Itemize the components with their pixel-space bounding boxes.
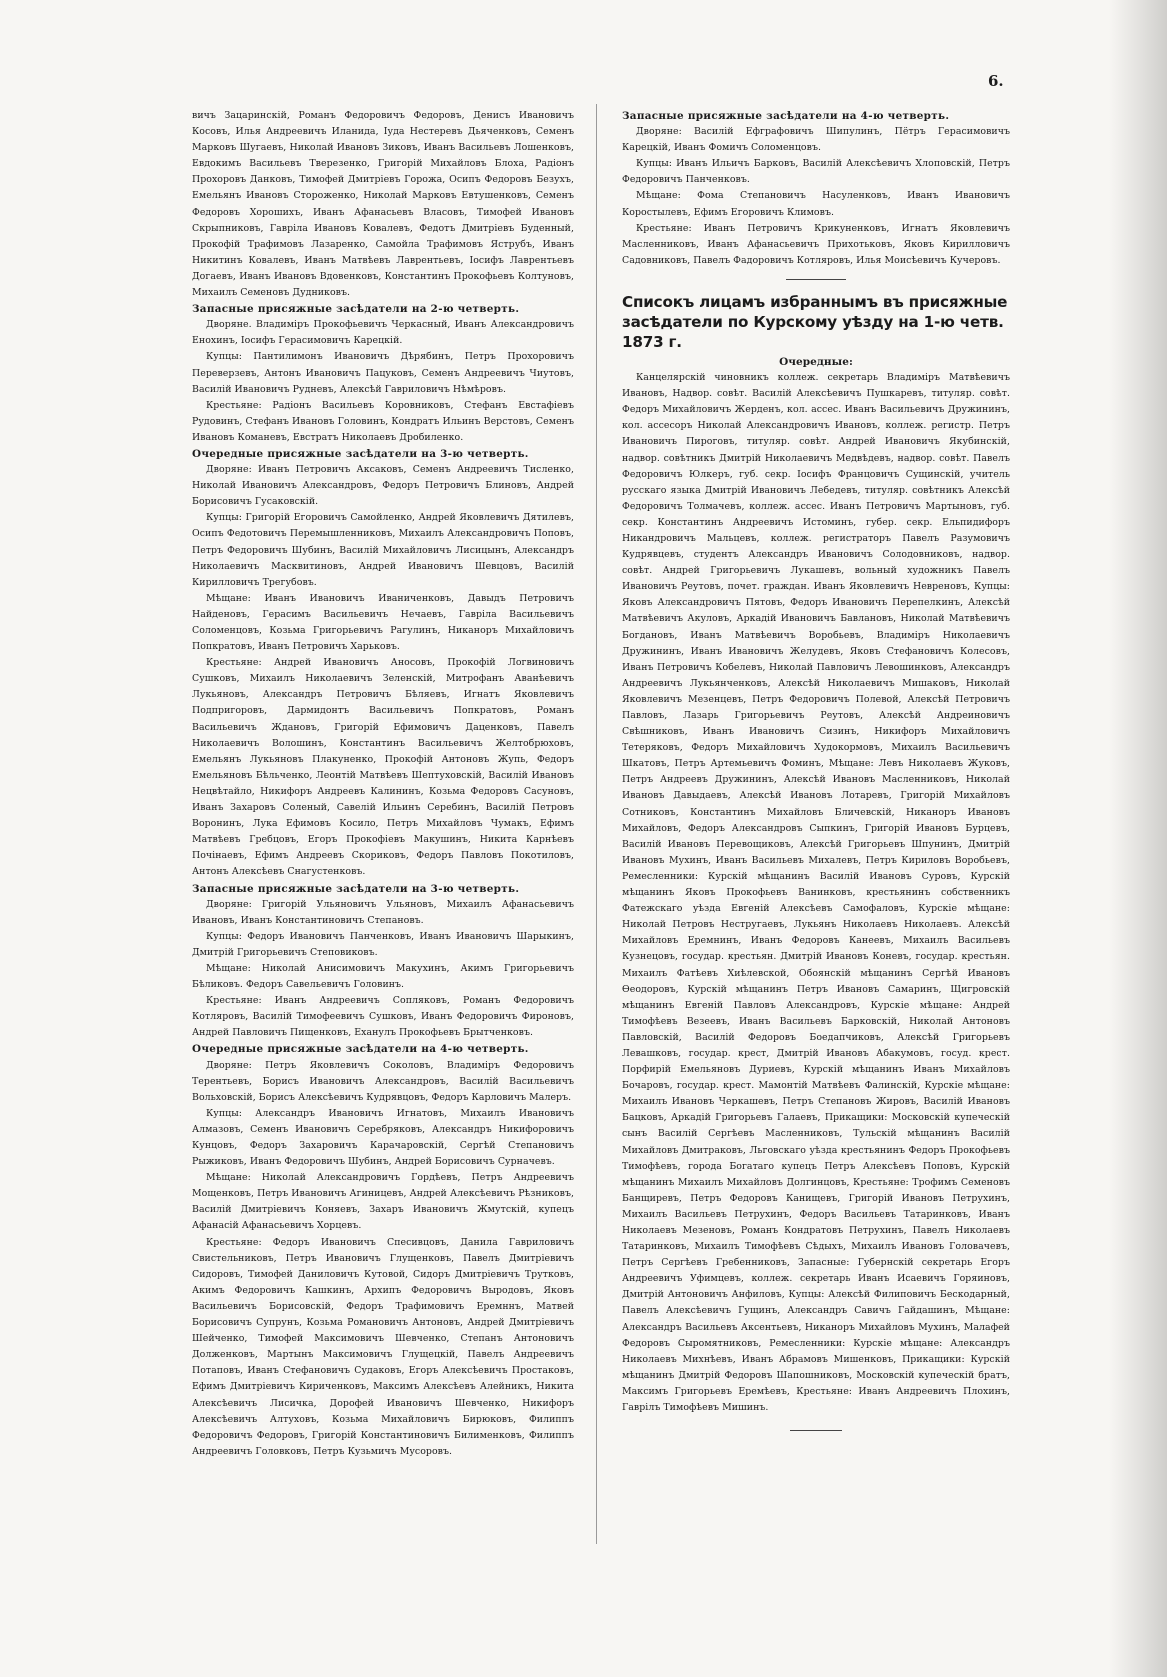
- section-heading: Запасные присяжные засѣдатели на 4-ю четверть.: [622, 110, 950, 122]
- text-paragraph: Дворяне: Григорій Ульяновичъ Ульяновъ, Михаилъ Афанасьевичъ Ивановъ, Иванъ Константиновичъ Степановъ.: [192, 898, 574, 926]
- text-paragraph: Купцы: Александръ Ивановичъ Игнатовъ, Михаилъ Ивановичъ Алмазовъ, Семенъ Ивановичъ Серебряковъ, Александръ Никифоровичъ Кунцовъ, Федоръ Захаровичъ Карачаровскій, Сергѣй Степановичъ Рыжиковъ, Иванъ Федоровичъ Шубинъ, Андрей Борисовичъ Сурначевъ.: [192, 1107, 574, 1168]
- left-column: [192, 108, 574, 1460]
- text-paragraph: Дворяне: Василій Ефграфовичъ Шипулинъ, Пётръ Герасимовичъ Карецкій, Иванъ Фомичъ Соломенцовъ.: [622, 126, 1010, 154]
- text-paragraph: Дворяне. Владиміръ Прокофьевичъ Черкасный, Иванъ Александровичъ Енохинъ, Іосифъ Герасимовичъ Карецкій.: [192, 319, 574, 347]
- page-edge-shadow: [1109, 0, 1167, 1677]
- section-heading: Запасные присяжные засѣдатели на 3-ю четверть.: [192, 882, 520, 895]
- list-subtitle: Очередные:: [779, 355, 853, 368]
- section-divider-rule: [790, 1430, 842, 1431]
- section-heading: Запасные присяжные засѣдатели на 2-ю четверть.: [192, 303, 520, 316]
- text-paragraph: Канцелярскій чиновникъ коллеж. секретарь Владиміръ Матвѣевичъ Ивановъ, Надвор. совѣт. Василій Алексѣевичъ Пушкаревъ, титуляр. совѣт. Федоръ Михайловичъ Жерденъ, кол. ассес. Иванъ Васильевичъ Дружининъ, кол. ассесоръ Николай Александровичъ Ивановъ, коллеж. регистр. Петръ Ивановичъ Пироговъ, титуляр. совѣт. Андрей Ивановичъ Якубинскій, надвор. совѣтникъ Дмитрій Николаевичъ Медвѣдевъ, надвор. совѣт. Павелъ Федоровичъ Юлкеръ, губ. секр. Іосифъ Францовичъ Сущинскій, учитель русскаго языка Дмитрій Ивановичъ Лебедевъ, титуляр. совѣтникъ Алексѣй Федоровичъ Толмачевъ, коллеж. ассес. Иванъ Петровичъ Мартыновъ, губ. секр. Константинъ Андреевичъ Истоминъ, губер. секр. Ельпидифоръ Никандровичъ Мальцевъ, коллеж. регистраторъ Павелъ Разумовичъ Кудрявцевъ, студентъ Александръ Ивановичъ Солодовниковъ, надвор. совѣт. Андрей Григорьевичъ Лукашевъ, вольный художникъ Павелъ Ивановичъ Реутовъ, почет. граждан. Иванъ Яковлевичъ Невреновъ, Купцы: Яковъ Александровичъ Пятовъ, Федоръ Ивановичъ Перепелкинъ, Алексѣй Матвѣевичъ Акуловъ, Аркадій Ивановичъ Бавлановъ, Николай Матвѣевичъ Богдановъ, Иванъ Матвѣевичъ Воробьевъ, Владиміръ Николаевичъ Дружининъ, Иванъ Ивановичъ Желудевъ, Яковъ Стефановичъ Колесовъ, Иванъ Петровичъ Кобелевъ, Николай Павловичъ Левошинковъ, Александръ Андреевичъ Лукьянченковъ, Алексѣй Николаевичъ Мишаковъ, Николай Яковлевичъ Мезенцевъ, Петръ Федоровичъ Полевой, Алексѣй Петровичъ Павловъ, Лазарь Григорьевичъ Реутовъ, Алексѣй Андреиновичъ Свѣшниковъ, Иванъ Ивановичъ Сизинъ, Никифоръ Михайловичъ Тетеряковъ, Федоръ Михайловичъ Худокормовъ, Михаилъ Васильевичъ Шкатовъ, Петръ Артемьевичъ Фоминъ, Мѣщане: Левъ Николаевъ Жуковъ, Петръ Андреевъ Дружининъ, Алексѣй Ивановъ Масленниковъ, Николай Ивановъ Давыдаевъ, Алексѣй Ивановъ Лотаревъ, Григорій Михайловъ Сотниковъ, Константинъ Михайловъ Бличевскій, Никаноръ Ивановъ Михайловъ, Федоръ Александровъ Сыпкинъ, Григорій Ивановъ Бурцевъ, Василій Ивановъ Перевощиковъ, Алексѣй Григорьевъ Шпунинъ, Дмитрій Ивановъ Мухинъ, Иванъ Васильевъ Михалевъ, Петръ Кириловъ Воробьевъ, Ремесленники: Курскій мѣщанинъ Василій Ивановъ Суровъ, Курскій мѣщанинъ Яковъ Прокофьевъ Ванинковъ, крестьянинъ собственникъ Фатежскаго уѣзда Евгеній Алексѣевъ Самофаловъ, Курскіе мѣщане: Николай Петровъ Нестругаевъ, Лукьянъ Николаевъ Николаевъ. Алексѣй Михайловъ Еремнинъ, Иванъ Федоровъ Канеевъ, Михаилъ Васильевъ Кузнецовъ, государ. крестьян. Дмитрій Ивановъ Коневъ, государ. крестьян. Михаилъ Фатѣевъ Хиѣлевской, Обоянскій мѣщанинъ Сергѣй Ивановъ Ѳеодоровъ, Курскій мѣщанинъ Петръ Ивановъ Самаринъ, Щигровскій мѣщанинъ Евгеній Павловъ Александровъ, Курскіе мѣщане: Андрей Тимофѣевъ Везеевъ, Иванъ Васильевъ Барковскій, Николай Антоновъ Павловскій, Василій Федоровъ Боедапчиковъ, Алексѣй Григорьевъ Левашковъ, государ. крест, Дмитрій Ивановъ Абакумовъ, госуд. крест. Порфирій Емельяновъ Дуриевъ, Курскій мѣщанинъ Иванъ Михайловъ Бочаровъ, государ. крест. Мамонтій Матвѣевъ Фалинскій, Курскіе мѣщане: Михаилъ Ивановъ Черкашевъ, Петръ Степановъ Жировъ, Василій Ивановъ Бацковъ, Аркадій Григорьевъ Галаевъ, Прикащики: Московскій купеческій сынъ Василій Сергѣевъ Масленниковъ, Тульскій мѣщанинъ Василій Михайловъ Дмитраковъ, Льговскаго уѣзда крестьянинъ Федоръ Прокофьевъ Тимофѣевъ, города Богатаго купецъ Петръ Алексѣевъ Поповъ, Курскій мѣщанинъ Михаилъ Михайловъ Долгинцовъ, Крестьяне: Трофимъ Семеновъ Банщиревъ, Петръ Федоровъ Канищевъ, Григорій Ивановъ Петрухинъ, Михаилъ Васильевъ Петрухинъ, Федоръ Васильевъ Татаринковъ, Иванъ Николаевъ Мезеновъ, Романъ Кондратовъ Петрухинъ, Павелъ Николаевъ Татаринковъ, Михаилъ Тимофѣевъ Сѣдыхъ, Михаилъ Ивановъ Головачевъ, Петръ Сергѣевъ Гребенниковъ, Запасные: Губернскій секретарь Егоръ Андреевичъ Уфимцевъ, коллеж. секретарь Иванъ Исаевичъ Горяиновъ, Дмитрій Антоновичъ Анфиловъ, Купцы: Алексѣй Филиповичъ Бескодарный, Павелъ Алексѣевичъ Гущинъ, Александръ Савичъ Гайдашинъ, Мѣщане: Александръ Васильевъ Аксентьевъ, Никаноръ Михайловъ Мухинъ, Малафей Федоровъ Сыромятниковъ, Ремесленники: Курскіе мѣщане: Александръ Николаевъ Михнѣевъ, Иванъ Абрамовъ Мишенковъ, Прикащики: Курскій мѣщанинъ Дмитрій Федоровъ Шапошниковъ, Московскій купеческій братъ, Максимъ Григорьевъ Еремѣевъ, Крестьяне: Иванъ Андреевичъ Плохинъ, Гаврілъ Тимофѣевъ Мишинъ.: [622, 372, 1010, 1414]
- text-paragraph: Дворяне: Петръ Яковлевичъ Соколовъ, Владиміръ Федоровичъ Терентьевъ, Борисъ Ивановичъ Александровъ, Василій Васильевичъ Вольховскій, Борисъ Алексѣевичъ Кудрявцовъ, Федоръ Карловичъ Малеръ.: [192, 1059, 574, 1103]
- text-paragraph: Крестьяне: Радіонъ Васильевъ Коровниковъ, Стефанъ Евстафіевъ Рудовинъ, Стефанъ Ивановъ Головинъ, Кондратъ Ильинъ Верстовъ, Семенъ Ивановъ Команевъ, Евстратъ Николаевъ Дробиленко.: [192, 399, 574, 443]
- right-column: [622, 108, 1010, 1445]
- text-paragraph: Дворяне: Иванъ Петровичъ Аксаковъ, Семенъ Андреевичъ Тисленко, Николай Ивановичъ Александровъ, Федоръ Петровичъ Блиновъ, Андрей Борисовичъ Гусаковскій.: [192, 464, 574, 508]
- section-heading: Очередные присяжные засѣдатели на 3-ю четверть.: [192, 447, 529, 460]
- text-paragraph: Купцы: Федоръ Ивановичъ Панченковъ, Иванъ Ивановичъ Шарыкинъ, Дмитрій Григорьевичъ Степовиковъ.: [192, 930, 574, 958]
- text-paragraph: Крестьяне: Иванъ Андреевичъ Сопляковъ, Романъ Федоровичъ Котляровъ, Василій Тимофеевичъ Сушковъ, Иванъ Федоровичъ Фироновъ, Андрей Павловичъ Пищенковъ, Еханулъ Прокофьевъ Брытченковъ.: [192, 995, 574, 1039]
- section-heading: Очередные присяжные засѣдатели на 4-ю четверть.: [192, 1043, 529, 1056]
- list-title: Списокъ лицамъ избраннымъ въ присяжные засѣдатели по Курскому уѣзду на 1-ю четв. 1873 г.: [622, 292, 1008, 351]
- text-paragraph: вичъ Зацаринскій, Романъ Федоровичъ Федоровъ, Денисъ Ивановичъ Косовъ, Илья Андреевичъ Иланида, Іуда Нестеревъ Дьяченковъ, Семенъ Марковъ Шугаевъ, Николай Ивановъ Зиковъ, Иванъ Васильевъ Лошенковъ, Евдокимъ Васильевъ Тверезенко, Григорій Михайловъ Блоха, Радіонъ Прохоровъ Данковъ, Тимофей Дмитріевъ Горожа, Осипъ Федоровъ Безухъ, Емельянъ Ивановъ Стороженко, Николай Марковъ Евтушенковъ, Семенъ Федоровъ Хорошихъ, Иванъ Афанасьевъ Власовъ, Тимофей Ивановъ Скрыпниковъ, Гавріла Ивановъ Ковалевъ, Федотъ Дмитріевъ Буденный, Прокофій Трафимовъ Лазаренко, Самойла Трафимовъ Яструбъ, Иванъ Никитинъ Ковалевъ, Иванъ Матвѣевъ Лаврентьевъ, Іосифъ Лаврентьевъ Догаевъ, Иванъ Ивановъ Вдовенковъ, Константинъ Прокофьевъ Колтуновъ, Михаилъ Семеновъ Дудниковъ.: [192, 110, 574, 299]
- text-paragraph: Купцы: Григорій Егоровичъ Самойленко, Андрей Яковлевичъ Дятилевъ, Осипъ Федотовичъ Перемышленниковъ, Михаилъ Александровичъ Поповъ, Петръ Федоровичъ Шубинъ, Василій Михайловичъ Лисицынъ, Александръ Николаевичъ Масквитиновъ, Андрей Ивановичъ Шевцовъ, Василій Кирилловичъ Трегубовъ.: [192, 512, 574, 588]
- text-paragraph: Мѣщане: Николай Александровичъ Гордѣевъ, Петръ Андреевичъ Мощенковъ, Петръ Ивановичъ Агиницевъ, Андрей Алексѣевичъ Рѣзниковъ, Василій Дмитріевичъ Коняевъ, Захаръ Ивановичъ Жмутскій, купецъ Афанасій Афанасьевичъ Хорцевъ.: [192, 1172, 574, 1232]
- text-paragraph: Крестьяне: Андрей Ивановичъ Аносовъ, Прокофій Логвиновичъ Сушковъ, Михаилъ Николаевичъ Зеленскій, Митрофанъ Аванѣевичъ Лукьяновъ, Александръ Петровичъ Бѣляевъ, Игнатъ Яковлевичъ Подпригоровъ, Дармидонтъ Васильевичъ Попкратовъ, Романъ Васильевичъ Ждановъ, Григорій Ефимовичъ Даценковъ, Павелъ Николаевичъ Волошинъ, Константинъ Васильевичъ Желтобрюховъ, Емельянъ Лукьяновъ Плакуненко, Прокофій Антоновъ Жупь, Федоръ Емельяновъ Бѣльченко, Леонтій Матвѣевъ Шептуховскій, Василій Ивановъ Нецвѣтайло, Никифоръ Андреевъ Калининъ, Козьма Федоровъ Сасуновъ, Иванъ Захаровъ Соленый, Савелій Ильинъ Серебинъ, Василій Петровъ Воронинъ, Лука Ефимовъ Косило, Петръ Михайловъ Чумакъ, Ефимъ Матвѣевъ Гребцовъ, Егоръ Прокофіевъ Макушинъ, Никита Карнѣевъ Почінаевъ, Ефимъ Андреевъ Скориковъ, Федоръ Павловъ Покотиловъ, Антонъ Алексѣевъ Снагустенковъ.: [192, 657, 574, 878]
- text-paragraph: Крестьяне: Иванъ Петровичъ Крикуненковъ, Игнатъ Яковлевичъ Масленниковъ, Иванъ Афанасьевичъ Прихотьковъ, Яковъ Кирилловичъ Садовниковъ, Павелъ Фадоровичъ Котляровъ, Илья Моисѣевичъ Кучеровъ.: [622, 222, 1010, 266]
- text-paragraph: Мѣщане: Николай Анисимовичъ Макухинъ, Акимъ Григорьевичъ Бѣликовъ. Федоръ Савельевичъ Головинъ.: [192, 962, 574, 991]
- section-divider-rule: [786, 279, 846, 280]
- text-paragraph: Крестьяне: Федоръ Ивановичъ Спесивцовъ, Данила Гавриловичъ Свистельниковъ, Петръ Ивановичъ Глущенковъ, Павелъ Дмитріевичъ Сидоровъ, Тимофей Даниловичъ Кутовой, Сидоръ Дмитріевичъ Трутковъ, Акимъ Федоровичъ Кашкинъ, Архипъ Федоровичъ Выродовъ, Яковъ Васильевичъ Борисовскій, Федоръ Трафимовичъ Еремннъ, Матвей Борисовичъ Супрунъ, Козьма Романовичъ Антоновъ, Андрей Дмитріевичъ Шейченко, Тимофей Максимовичъ Шевченко, Степанъ Антоновичъ Долженковъ, Мартынъ Максимовичъ Глущецкій, Павелъ Андреевичъ Потаповъ, Иванъ Стефановичъ Судаковъ, Егоръ Алексѣевичъ Простаковъ, Ефимъ Дмитріевичъ Кириченковъ, Максимъ Алексѣевъ Алейникъ, Никита Алексѣевичъ Лисичка, Дорофей Ивановичъ Шевченко, Никифоръ Алексѣевичъ Алтуховъ, Козьма Михайловичъ Бирюковъ, Филиппъ Федоровичъ Федоровъ, Григорій Константиновичъ Билименковъ, Филиппъ Андреевичъ Головковъ, Петръ Кузьмичъ Мусоровъ.: [192, 1236, 574, 1457]
- column-divider: [596, 104, 597, 1544]
- text-paragraph: Мѣщане: Иванъ Ивановичъ Иваниченковъ, Давыдъ Петровичъ Найденовъ, Герасимъ Васильевичъ Нечаевъ, Гавріла Васильевичъ Соломенцовъ, Козьма Григорьевичъ Рагулинъ, Никаноръ Михайловичъ Попкратовъ, Иванъ Петровичъ Харьковъ.: [192, 592, 574, 653]
- text-paragraph: Купцы: Пантилимонъ Ивановичъ Дѣрябинъ, Петръ Прохоровичъ Переверзевъ, Антонъ Ивановичъ Пацуковъ, Семенъ Андреевичъ Чиутовъ, Василій Ивановичъ Рудневъ, Алексѣй Гавриловичъ Нѣмѣровъ.: [192, 351, 574, 395]
- page-number: 6.: [988, 72, 1004, 90]
- text-paragraph: Мѣщане: Фома Степановичъ Насуленковъ, Иванъ Ивановичъ Коростылевъ, Ефимъ Егоровичъ Климовъ.: [622, 190, 1010, 218]
- text-paragraph: Купцы: Иванъ Ильичъ Барковъ, Василій Алексѣевичъ Хлоповскій, Петръ Федоровичъ Панченковъ.: [622, 158, 1010, 186]
